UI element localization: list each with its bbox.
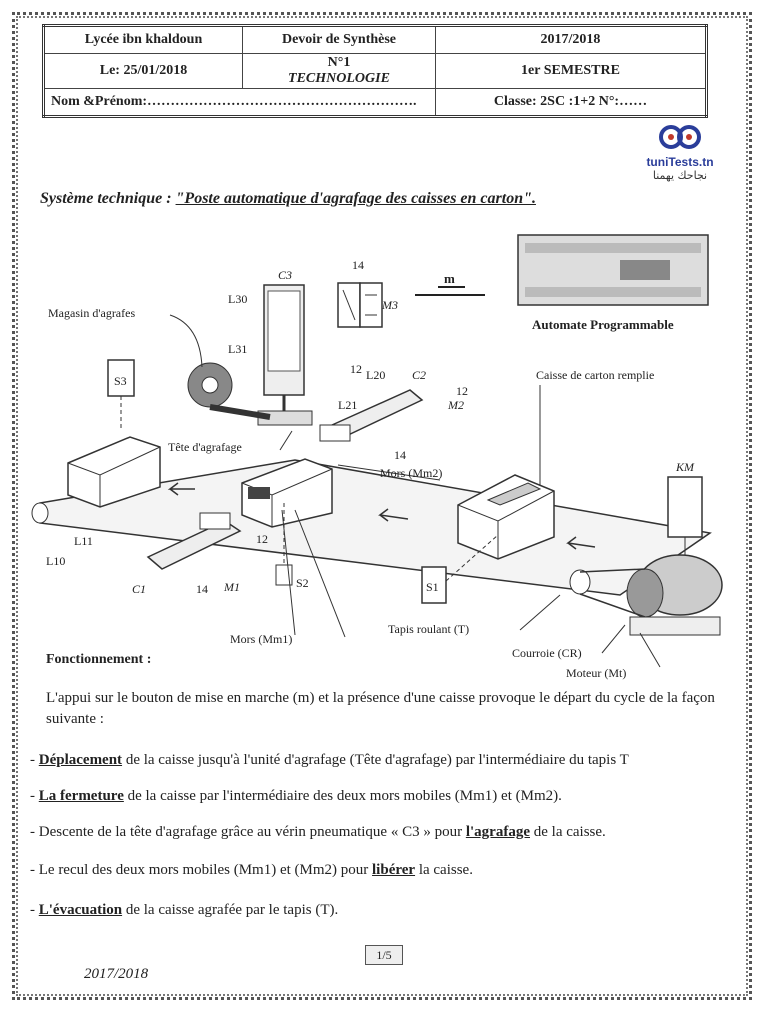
staple-store-drawing bbox=[188, 363, 270, 417]
label-valve-m1-14: 14 bbox=[196, 582, 208, 596]
cylinder-c2-drawing bbox=[320, 390, 422, 441]
step-text: de la caisse agrafée par le tapis (T). bbox=[122, 902, 339, 918]
step-text: la caisse. bbox=[415, 862, 473, 878]
step-text: de la caisse. bbox=[530, 824, 606, 840]
step-item bbox=[30, 824, 750, 841]
semester: 1er SEMESTRE bbox=[436, 54, 707, 89]
label-l21: L21 bbox=[338, 398, 358, 412]
step-text: de la caisse jusqu'à l'unité d'agrafage (Tête d'agrafage) par l'intermédiaire du tapis T bbox=[122, 752, 629, 768]
exam-header-table bbox=[42, 24, 708, 118]
step-prefix: - bbox=[30, 752, 39, 768]
label-km: KM bbox=[676, 460, 694, 474]
label-l31: L31 bbox=[228, 342, 248, 356]
step-prefix: - bbox=[30, 788, 39, 804]
label-valve-m1-12: 12 bbox=[256, 532, 268, 546]
step-item bbox=[30, 752, 750, 769]
step-item bbox=[30, 902, 750, 919]
logo-slogan: نجاحك يهمنا bbox=[652, 169, 708, 182]
class-field: Classe: 2SC :1+2 N°:…… bbox=[436, 89, 707, 117]
label-c1: C1 bbox=[132, 582, 147, 596]
label-s3: S3 bbox=[114, 374, 127, 388]
label-m2: M2 bbox=[448, 398, 464, 412]
label-valve-m2-12: 12 bbox=[456, 384, 468, 398]
exam-date: Le: 25/01/2018 bbox=[44, 54, 243, 89]
label-valve-m3-12: 12 bbox=[350, 362, 362, 376]
student-name-field: Nom &Prénom:…………………………………………………. bbox=[44, 89, 436, 117]
label-staple-store: Magasin d'agrafes bbox=[48, 306, 136, 320]
step-text: de la caisse par l'intermédiaire des deux mors mobiles (Mm1) et (Mm2). bbox=[123, 788, 562, 804]
page-number: 1/5 bbox=[365, 945, 403, 965]
plc-label: Automate Programmable bbox=[532, 317, 674, 332]
step-item bbox=[30, 788, 750, 805]
label-stapling-head: Tête d'agrafage bbox=[168, 440, 242, 454]
label-l11: L11 bbox=[74, 534, 93, 548]
section-title-fonctionnement: Fonctionnement : bbox=[46, 652, 152, 667]
label-valve-m3-14: 14 bbox=[352, 258, 364, 272]
intro-paragraph: L'appui sur le bouton de mise en marche (m) et la présence d'une caisse provoque le départ du cycle de la façon suivante : bbox=[46, 690, 715, 727]
label-belt: Courroie (CR) bbox=[512, 646, 582, 660]
label-jaw-mm2: Mors (Mm2) bbox=[380, 466, 443, 480]
step-keyword: L'évacuation bbox=[38, 902, 123, 918]
footer-year: 2017/2018 bbox=[84, 966, 149, 982]
exam-title: Devoir de Synthèse bbox=[243, 26, 436, 54]
step-prefix: - Descente de la tête d'agrafage grâce au vérin pneumatique « C3 » pour bbox=[30, 824, 466, 840]
label-m3: M3 bbox=[382, 298, 398, 312]
label-s1: S1 bbox=[426, 580, 439, 594]
label-m1: M1 bbox=[224, 580, 240, 594]
technical-system-diagram bbox=[20, 225, 750, 680]
label-motor: Moteur (Mt) bbox=[566, 666, 627, 680]
label-c3: C3 bbox=[278, 268, 293, 282]
sensor-s3-drawing bbox=[108, 360, 134, 430]
label-jaw-mm1: Mors (Mm1) bbox=[230, 632, 293, 646]
step-keyword: libérer bbox=[372, 862, 416, 878]
start-button-label: m bbox=[444, 271, 455, 286]
exam-subject: TECHNOLOGIE bbox=[288, 71, 390, 86]
school-year: 2017/2018 bbox=[436, 26, 707, 54]
start-button-symbol bbox=[415, 287, 485, 295]
step-prefix: - Le recul des deux mors mobiles (Mm1) et (Mm2) pour bbox=[30, 862, 373, 878]
system-title-prefix: Système technique : bbox=[40, 190, 176, 207]
label-c2: C2 bbox=[412, 368, 427, 382]
step-prefix: - bbox=[30, 902, 39, 918]
step-keyword: Déplacement bbox=[38, 752, 123, 768]
step-keyword: La fermeture bbox=[38, 788, 124, 804]
school-name: Lycée ibn khaldoun bbox=[44, 26, 243, 54]
system-title bbox=[40, 190, 536, 208]
exam-subject-cell bbox=[243, 54, 436, 89]
label-l20: L20 bbox=[366, 368, 386, 382]
tunitests-logo bbox=[640, 124, 720, 182]
label-l30: L30 bbox=[228, 292, 248, 306]
label-s2: S2 bbox=[296, 576, 309, 590]
label-l10: L10 bbox=[46, 554, 66, 568]
label-full-box: Caisse de carton remplie bbox=[536, 368, 655, 382]
valve-m3-drawing bbox=[338, 283, 382, 327]
cylinder-c3-drawing bbox=[258, 285, 312, 425]
logo-owl-icon bbox=[658, 124, 702, 150]
plc-drawing bbox=[518, 235, 708, 305]
logo-brand: tuniTests.tn bbox=[646, 155, 714, 169]
label-valve-m2-14: 14 bbox=[394, 448, 406, 462]
exam-number: N°1 bbox=[327, 55, 351, 70]
system-title-name: "Poste automatique d'agrafage des caisses en carton". bbox=[175, 190, 536, 207]
step-item bbox=[30, 862, 750, 879]
label-conveyor: Tapis roulant (T) bbox=[388, 622, 470, 636]
step-keyword: l'agrafage bbox=[465, 824, 530, 840]
